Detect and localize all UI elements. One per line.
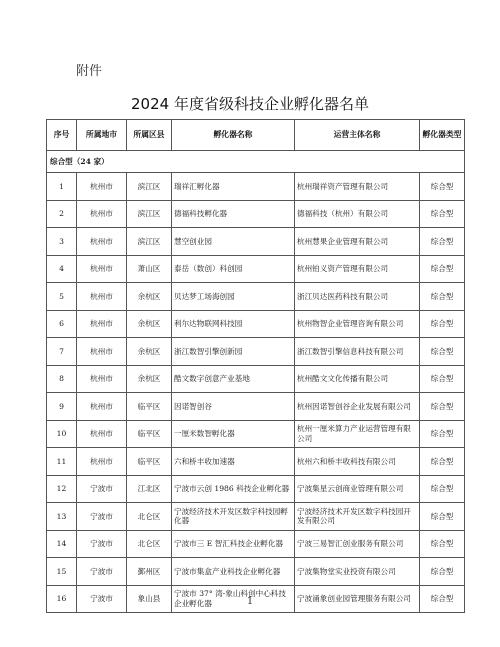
cell-operator-name: 宁波三易智汇创业服务有限公司: [295, 530, 420, 558]
table-row: [47, 365, 465, 393]
cell-city: 宁波市: [77, 530, 127, 558]
cell-operator-name: 杭州酷文文化传播有限公司: [295, 365, 420, 393]
table-row: [47, 475, 465, 503]
cell-district: 滨江区: [127, 228, 172, 256]
cell-type: 综合型: [420, 283, 465, 311]
cell-index: 5: [47, 283, 77, 311]
table-row: [47, 255, 465, 283]
cell-incubator-name: 六和桥丰收加速器: [172, 448, 295, 476]
cell-type: 综合型: [420, 255, 465, 283]
cell-index: 9: [47, 393, 77, 421]
cell-operator-name: 杭州一厘米算力产业运营管理有限公司: [295, 420, 420, 448]
cell-district: 鄞州区: [127, 558, 172, 586]
document-title: 2024 年度省级科技企业孵化器名单: [131, 95, 369, 113]
cell-incubator-name: 瑞祥汇孵化器: [172, 173, 295, 201]
table-row: [47, 173, 465, 201]
table-row: [47, 530, 465, 558]
cell-district: 余杭区: [127, 283, 172, 311]
cell-incubator-name: 宁波市三 E 智汇科技企业孵化器: [172, 530, 295, 558]
cell-incubator-name: 宁波市集盒产业科技企业孵化器: [172, 558, 295, 586]
cell-operator-name: 杭州物智企业管理咨询有限公司: [295, 310, 420, 338]
cell-index: 16: [47, 585, 77, 613]
cell-incubator-name: 泰岳（数创）科创园: [172, 255, 295, 283]
cell-type: 综合型: [420, 338, 465, 366]
cell-district: 北仑区: [127, 530, 172, 558]
cell-index: 15: [47, 558, 77, 586]
cell-type: 综合型: [420, 475, 465, 503]
table-row: [47, 200, 465, 228]
cell-operator-name: 杭州因诺智创谷企业发展有限公司: [295, 393, 420, 421]
cell-district: 北仑区: [127, 503, 172, 531]
cell-city: 杭州市: [77, 448, 127, 476]
cell-type: 综合型: [420, 365, 465, 393]
cell-index: 13: [47, 503, 77, 531]
table-header-row: [47, 120, 465, 151]
cell-district: 萧山区: [127, 255, 172, 283]
cell-operator-name: 宁波涌象创业园管理服务有限公司: [295, 585, 420, 613]
table-row: [47, 283, 465, 311]
cell-index: 14: [47, 530, 77, 558]
cell-incubator-name: 宁波市 37° 湾-象山科创中心科技企业孵化器: [172, 585, 295, 613]
cell-index: 2: [47, 200, 77, 228]
cell-city: 杭州市: [77, 283, 127, 311]
cell-incubator-name: 酷文数字创意产业基地: [172, 365, 295, 393]
section-row: [47, 151, 465, 173]
cell-type: 综合型: [420, 530, 465, 558]
cell-city: 杭州市: [77, 200, 127, 228]
cell-district: 滨江区: [127, 173, 172, 201]
cell-type: 综合型: [420, 228, 465, 256]
cell-index: 10: [47, 420, 77, 448]
header-incubator-type: 孵化器类型: [420, 120, 465, 151]
table-row: [47, 310, 465, 338]
incubator-table: [46, 119, 465, 613]
page-number: 1: [246, 596, 254, 607]
cell-operator-name: 浙江贝达医药科技有限公司: [295, 283, 420, 311]
cell-type: 综合型: [420, 393, 465, 421]
header-operator-name: 运营主体名称: [295, 120, 420, 151]
cell-type: 综合型: [420, 200, 465, 228]
cell-district: 余杭区: [127, 365, 172, 393]
cell-index: 7: [47, 338, 77, 366]
cell-district: 余杭区: [127, 310, 172, 338]
attachment-label: 附件: [76, 64, 103, 79]
cell-incubator-name: 宁波市云创 1986 科技企业孵化器: [172, 475, 295, 503]
cell-index: 11: [47, 448, 77, 476]
cell-type: 综合型: [420, 585, 465, 613]
cell-operator-name: 宁波经济技术开发区数字科技园开发有限公司: [295, 503, 420, 531]
cell-district: 滨江区: [127, 200, 172, 228]
cell-operator-name: 杭州铂义资产管理有限公司: [295, 255, 420, 283]
cell-incubator-name: 利尔达物联网科技园: [172, 310, 295, 338]
cell-type: 综合型: [420, 173, 465, 201]
cell-district: 江北区: [127, 475, 172, 503]
cell-type: 综合型: [420, 310, 465, 338]
cell-city: 杭州市: [77, 310, 127, 338]
cell-operator-name: 宁波集物堂实业投资有限公司: [295, 558, 420, 586]
cell-city: 宁波市: [77, 585, 127, 613]
cell-operator-name: 杭州慧果企业管理有限公司: [295, 228, 420, 256]
cell-operator-name: 浙江数智引擎信息科技有限公司: [295, 338, 420, 366]
cell-type: 综合型: [420, 558, 465, 586]
cell-district: 临平区: [127, 393, 172, 421]
cell-operator-name: 德福科技（杭州）有限公司: [295, 200, 420, 228]
table-row: [47, 338, 465, 366]
cell-incubator-name: 慧空创业园: [172, 228, 295, 256]
cell-type: 综合型: [420, 503, 465, 531]
cell-city: 杭州市: [77, 393, 127, 421]
header-index: 序号: [47, 120, 77, 151]
cell-type: 综合型: [420, 448, 465, 476]
header-incubator-name: 孵化器名称: [172, 120, 295, 151]
cell-district: 临平区: [127, 420, 172, 448]
cell-incubator-name: 宁波经济技术开发区数字科技园孵化器: [172, 503, 295, 531]
table-row: [47, 393, 465, 421]
cell-index: 4: [47, 255, 77, 283]
table-row: [47, 420, 465, 448]
cell-city: 宁波市: [77, 503, 127, 531]
cell-city: 杭州市: [77, 228, 127, 256]
table-row: [47, 503, 465, 531]
cell-district: 临平区: [127, 448, 172, 476]
cell-district: 余杭区: [127, 338, 172, 366]
cell-operator-name: 杭州瑞祥资产管理有限公司: [295, 173, 420, 201]
cell-index: 1: [47, 173, 77, 201]
cell-index: 8: [47, 365, 77, 393]
section-label: 综合型（24 家）: [47, 151, 465, 173]
header-district: 所属区县: [127, 120, 172, 151]
cell-city: 杭州市: [77, 255, 127, 283]
cell-operator-name: 杭州六和桥丰收科技有限公司: [295, 448, 420, 476]
cell-city: 杭州市: [77, 338, 127, 366]
header-city: 所属地市: [77, 120, 127, 151]
cell-type: 综合型: [420, 420, 465, 448]
cell-city: 宁波市: [77, 558, 127, 586]
cell-incubator-name: 贝达梦工场海创园: [172, 283, 295, 311]
cell-district: 象山县: [127, 585, 172, 613]
table-row: [47, 448, 465, 476]
cell-index: 6: [47, 310, 77, 338]
cell-operator-name: 宁波集星云创商业管理有限公司: [295, 475, 420, 503]
cell-city: 杭州市: [77, 420, 127, 448]
table-row: [47, 228, 465, 256]
cell-city: 杭州市: [77, 365, 127, 393]
cell-incubator-name: 因诺智创谷: [172, 393, 295, 421]
cell-index: 12: [47, 475, 77, 503]
table-row: [47, 558, 465, 586]
cell-incubator-name: 一厘米数智孵化器: [172, 420, 295, 448]
cell-city: 杭州市: [77, 173, 127, 201]
cell-incubator-name: 德福科技孵化器: [172, 200, 295, 228]
cell-city: 宁波市: [77, 475, 127, 503]
cell-index: 3: [47, 228, 77, 256]
cell-incubator-name: 浙江数智引擎创新园: [172, 338, 295, 366]
